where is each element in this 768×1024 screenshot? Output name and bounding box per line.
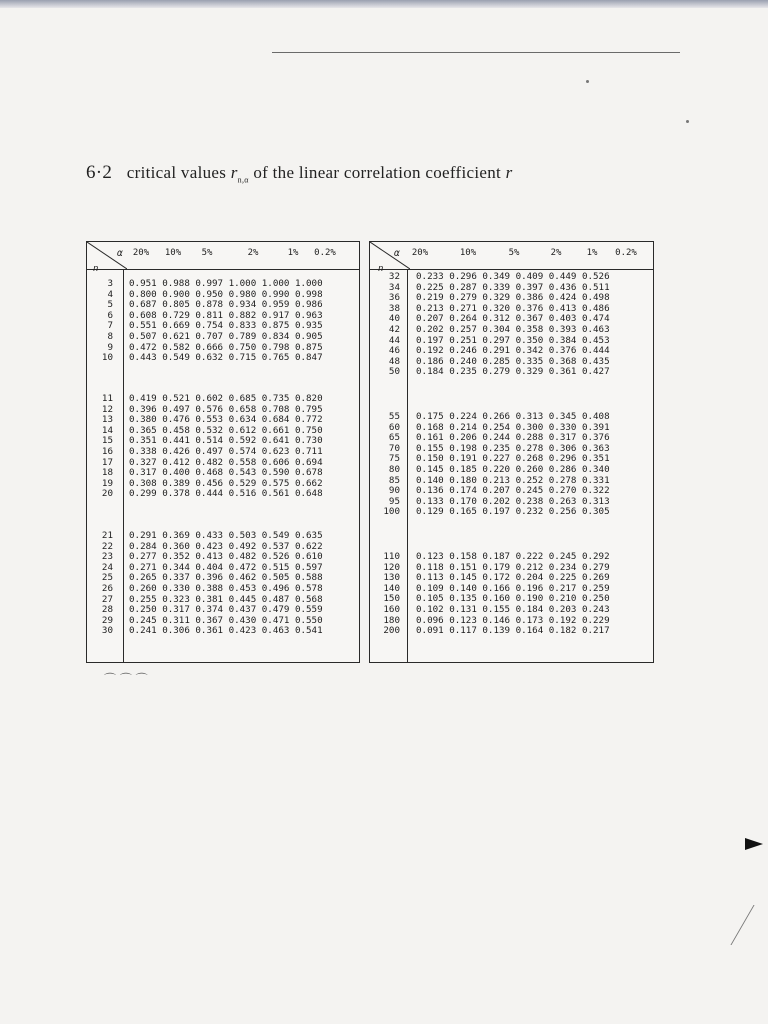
table-row: 0.129 0.165 0.197 0.232 0.256 0.305 xyxy=(416,506,610,518)
n-value: 60 xyxy=(388,421,400,433)
col-header: 1% xyxy=(287,248,299,258)
table-row: 0.184 0.235 0.279 0.329 0.361 0.427 xyxy=(416,366,610,378)
n-value: 20 xyxy=(101,488,113,500)
n-value: 5 xyxy=(107,299,113,311)
n-value: 11 xyxy=(101,393,113,404)
scan-top-edge xyxy=(0,0,768,8)
col-header: 5% xyxy=(201,248,213,258)
heading-subscript: n,α xyxy=(237,175,249,185)
n-value: 16 xyxy=(101,445,113,457)
col-header: 0.2% xyxy=(615,248,637,258)
col-header: 5% xyxy=(508,248,520,258)
n-value: 13 xyxy=(101,414,113,426)
n-value: 50 xyxy=(388,366,400,378)
table-row: 0.161 0.206 0.244 0.288 0.317 0.376 xyxy=(416,432,610,444)
table-row: 0.123 0.158 0.187 0.222 0.245 0.292 xyxy=(416,551,610,562)
table-row: 0.241 0.306 0.361 0.423 0.463 0.541 xyxy=(129,625,323,637)
n-value: 180 xyxy=(383,614,400,626)
table-row: 0.255 0.323 0.381 0.445 0.487 0.568 xyxy=(129,593,323,605)
n-value: 100 xyxy=(383,506,400,518)
n-value: 70 xyxy=(388,442,400,454)
col-header: 2% xyxy=(550,248,562,258)
heading-symbol: r xyxy=(230,163,238,182)
n-value: 95 xyxy=(388,495,400,507)
n-value: 32 xyxy=(388,271,400,282)
n-value: 3 xyxy=(107,278,113,289)
table-row: 0.271 0.344 0.404 0.472 0.515 0.597 xyxy=(129,561,323,573)
left-table-header xyxy=(87,242,359,274)
n-value: 9 xyxy=(107,341,113,353)
n-value: 46 xyxy=(388,345,400,357)
n-value: 140 xyxy=(383,582,400,594)
table-row: 0.687 0.805 0.878 0.934 0.959 0.986 xyxy=(129,299,323,311)
table-row: 0.150 0.191 0.227 0.268 0.296 0.351 xyxy=(416,453,610,465)
n-value: 90 xyxy=(388,485,400,497)
alpha-label: α xyxy=(117,248,123,259)
n-value: 200 xyxy=(383,625,400,637)
table-row: 0.219 0.279 0.329 0.386 0.424 0.498 xyxy=(416,292,610,304)
n-value: 22 xyxy=(101,540,113,552)
col-header: 20% xyxy=(411,248,429,258)
n-value: 55 xyxy=(388,411,400,422)
table-row: 0.168 0.214 0.254 0.300 0.330 0.391 xyxy=(416,421,610,433)
n-value: 85 xyxy=(388,474,400,486)
table-row: 0.118 0.151 0.179 0.212 0.234 0.279 xyxy=(416,561,610,573)
table-row: 0.299 0.378 0.444 0.516 0.561 0.648 xyxy=(129,488,323,500)
n-value: 8 xyxy=(107,330,113,342)
n-label: n xyxy=(378,264,384,274)
table-row: 0.951 0.988 0.997 1.000 1.000 1.000 xyxy=(129,278,323,289)
speck xyxy=(686,120,689,123)
col-header: 0.2% xyxy=(314,248,336,258)
table-row: 0.277 0.352 0.413 0.482 0.526 0.610 xyxy=(129,551,323,563)
n-value: 40 xyxy=(388,313,400,325)
n-value: 27 xyxy=(101,593,113,605)
n-value: 28 xyxy=(101,604,113,616)
n-value: 4 xyxy=(107,288,113,300)
right-table xyxy=(369,241,654,663)
column-divider xyxy=(407,269,408,662)
col-header: 10% xyxy=(459,248,477,258)
col-header: 1% xyxy=(586,248,598,258)
alpha-label: α xyxy=(394,248,400,259)
table-row: 0.225 0.287 0.339 0.397 0.436 0.511 xyxy=(416,281,610,293)
table-row: 0.551 0.669 0.754 0.833 0.875 0.935 xyxy=(129,320,323,332)
n-value: 110 xyxy=(383,551,400,562)
n-value: 160 xyxy=(383,603,400,615)
table-row: 0.145 0.185 0.220 0.260 0.286 0.340 xyxy=(416,463,610,475)
table-row: 0.213 0.271 0.320 0.376 0.413 0.486 xyxy=(416,302,610,314)
right-table-header xyxy=(370,242,653,274)
table-row: 0.365 0.458 0.532 0.612 0.661 0.750 xyxy=(129,424,323,436)
col-header: 10% xyxy=(164,248,182,258)
table-row: 0.396 0.497 0.576 0.658 0.708 0.795 xyxy=(129,403,323,415)
page-heading xyxy=(86,162,513,184)
table-row: 0.192 0.246 0.291 0.342 0.376 0.444 xyxy=(416,345,610,357)
n-value: 6 xyxy=(107,309,113,321)
n-value: 42 xyxy=(388,323,400,335)
n-value: 36 xyxy=(388,292,400,304)
table-row: 0.140 0.180 0.213 0.252 0.278 0.331 xyxy=(416,474,610,486)
table-row: 0.800 0.900 0.950 0.980 0.990 0.998 xyxy=(129,288,323,300)
table-row: 0.380 0.476 0.553 0.634 0.684 0.772 xyxy=(129,414,323,426)
n-value: 21 xyxy=(101,530,113,541)
table-row: 0.308 0.389 0.456 0.529 0.575 0.662 xyxy=(129,477,323,489)
table-row: 0.472 0.582 0.666 0.750 0.798 0.875 xyxy=(129,341,323,353)
n-value: 7 xyxy=(107,320,113,332)
table-row: 0.136 0.174 0.207 0.245 0.270 0.322 xyxy=(416,485,610,497)
n-value: 130 xyxy=(383,572,400,584)
n-value: 18 xyxy=(101,467,113,479)
n-value: 80 xyxy=(388,463,400,475)
table-row: 0.233 0.296 0.349 0.409 0.449 0.526 xyxy=(416,271,610,282)
table-row: 0.245 0.311 0.367 0.430 0.471 0.550 xyxy=(129,614,323,626)
heading-text: critical values xyxy=(126,163,227,182)
table-row: 0.327 0.412 0.482 0.558 0.606 0.694 xyxy=(129,456,323,468)
table-row: 0.507 0.621 0.707 0.789 0.834 0.905 xyxy=(129,330,323,342)
table-row: 0.419 0.521 0.602 0.685 0.735 0.820 xyxy=(129,393,323,404)
n-value: 75 xyxy=(388,453,400,465)
pen-mark: ⌒ ⌒ ⌒ xyxy=(104,672,148,686)
left-table xyxy=(86,241,360,663)
n-value: 34 xyxy=(388,281,400,293)
table-row: 0.351 0.441 0.514 0.592 0.641 0.730 xyxy=(129,435,323,447)
n-value: 38 xyxy=(388,302,400,314)
table-row: 0.250 0.317 0.374 0.437 0.479 0.559 xyxy=(129,604,323,616)
table-row: 0.105 0.135 0.160 0.190 0.210 0.250 xyxy=(416,593,610,605)
n-value: 48 xyxy=(388,355,400,367)
top-rule xyxy=(272,52,680,53)
table-row: 0.291 0.369 0.433 0.503 0.549 0.635 xyxy=(129,530,323,541)
table-row: 0.155 0.198 0.235 0.278 0.306 0.363 xyxy=(416,442,610,454)
n-value: 15 xyxy=(101,435,113,447)
n-value: 29 xyxy=(101,614,113,626)
table-row: 0.202 0.257 0.304 0.358 0.393 0.463 xyxy=(416,323,610,335)
table-row: 0.096 0.123 0.146 0.173 0.192 0.229 xyxy=(416,614,610,626)
table-row: 0.317 0.400 0.468 0.543 0.590 0.678 xyxy=(129,467,323,479)
table-row: 0.133 0.170 0.202 0.238 0.263 0.313 xyxy=(416,495,610,507)
n-value: 26 xyxy=(101,582,113,594)
n-value: 10 xyxy=(101,352,113,364)
table-row: 0.186 0.240 0.285 0.335 0.368 0.435 xyxy=(416,355,610,367)
section-number: 6·2 xyxy=(86,162,113,183)
heading-text-after: of the linear correlation coefficient xyxy=(253,163,502,182)
table-row: 0.207 0.264 0.312 0.367 0.403 0.474 xyxy=(416,313,610,325)
n-value: 14 xyxy=(101,424,113,436)
table-row: 0.197 0.251 0.297 0.350 0.384 0.453 xyxy=(416,334,610,346)
col-header: 2% xyxy=(247,248,259,258)
table-row: 0.260 0.330 0.388 0.453 0.496 0.578 xyxy=(129,582,323,594)
table-row: 0.284 0.360 0.423 0.492 0.537 0.622 xyxy=(129,540,323,552)
n-value: 24 xyxy=(101,561,113,573)
table-row: 0.338 0.426 0.497 0.574 0.623 0.711 xyxy=(129,445,323,457)
speck xyxy=(586,80,589,83)
n-label: n xyxy=(93,264,99,274)
n-value: 17 xyxy=(101,456,113,468)
column-divider xyxy=(123,269,124,662)
table-row: 0.091 0.117 0.139 0.164 0.182 0.217 xyxy=(416,625,610,637)
n-value: 120 xyxy=(383,561,400,573)
table-row: 0.109 0.140 0.166 0.196 0.217 0.259 xyxy=(416,582,610,594)
n-value: 12 xyxy=(101,403,113,415)
col-header: 20% xyxy=(132,248,150,258)
n-value: 44 xyxy=(388,334,400,346)
n-value: 23 xyxy=(101,551,113,563)
table-row: 0.113 0.145 0.172 0.204 0.225 0.269 xyxy=(416,572,610,584)
table-row: 0.443 0.549 0.632 0.715 0.765 0.847 xyxy=(129,352,323,364)
n-value: 150 xyxy=(383,593,400,605)
n-value: 30 xyxy=(101,625,113,637)
n-value: 65 xyxy=(388,432,400,444)
table-row: 0.265 0.337 0.396 0.462 0.505 0.588 xyxy=(129,572,323,584)
binder-clip-edge xyxy=(745,838,763,850)
n-value: 19 xyxy=(101,477,113,489)
heading-symbol-end: r xyxy=(505,163,513,182)
n-value: 25 xyxy=(101,572,113,584)
table-row: 0.102 0.131 0.155 0.184 0.203 0.243 xyxy=(416,603,610,615)
table-row: 0.608 0.729 0.811 0.882 0.917 0.963 xyxy=(129,309,323,321)
table-row: 0.175 0.224 0.266 0.313 0.345 0.408 xyxy=(416,411,610,422)
paper-edge xyxy=(730,905,768,945)
